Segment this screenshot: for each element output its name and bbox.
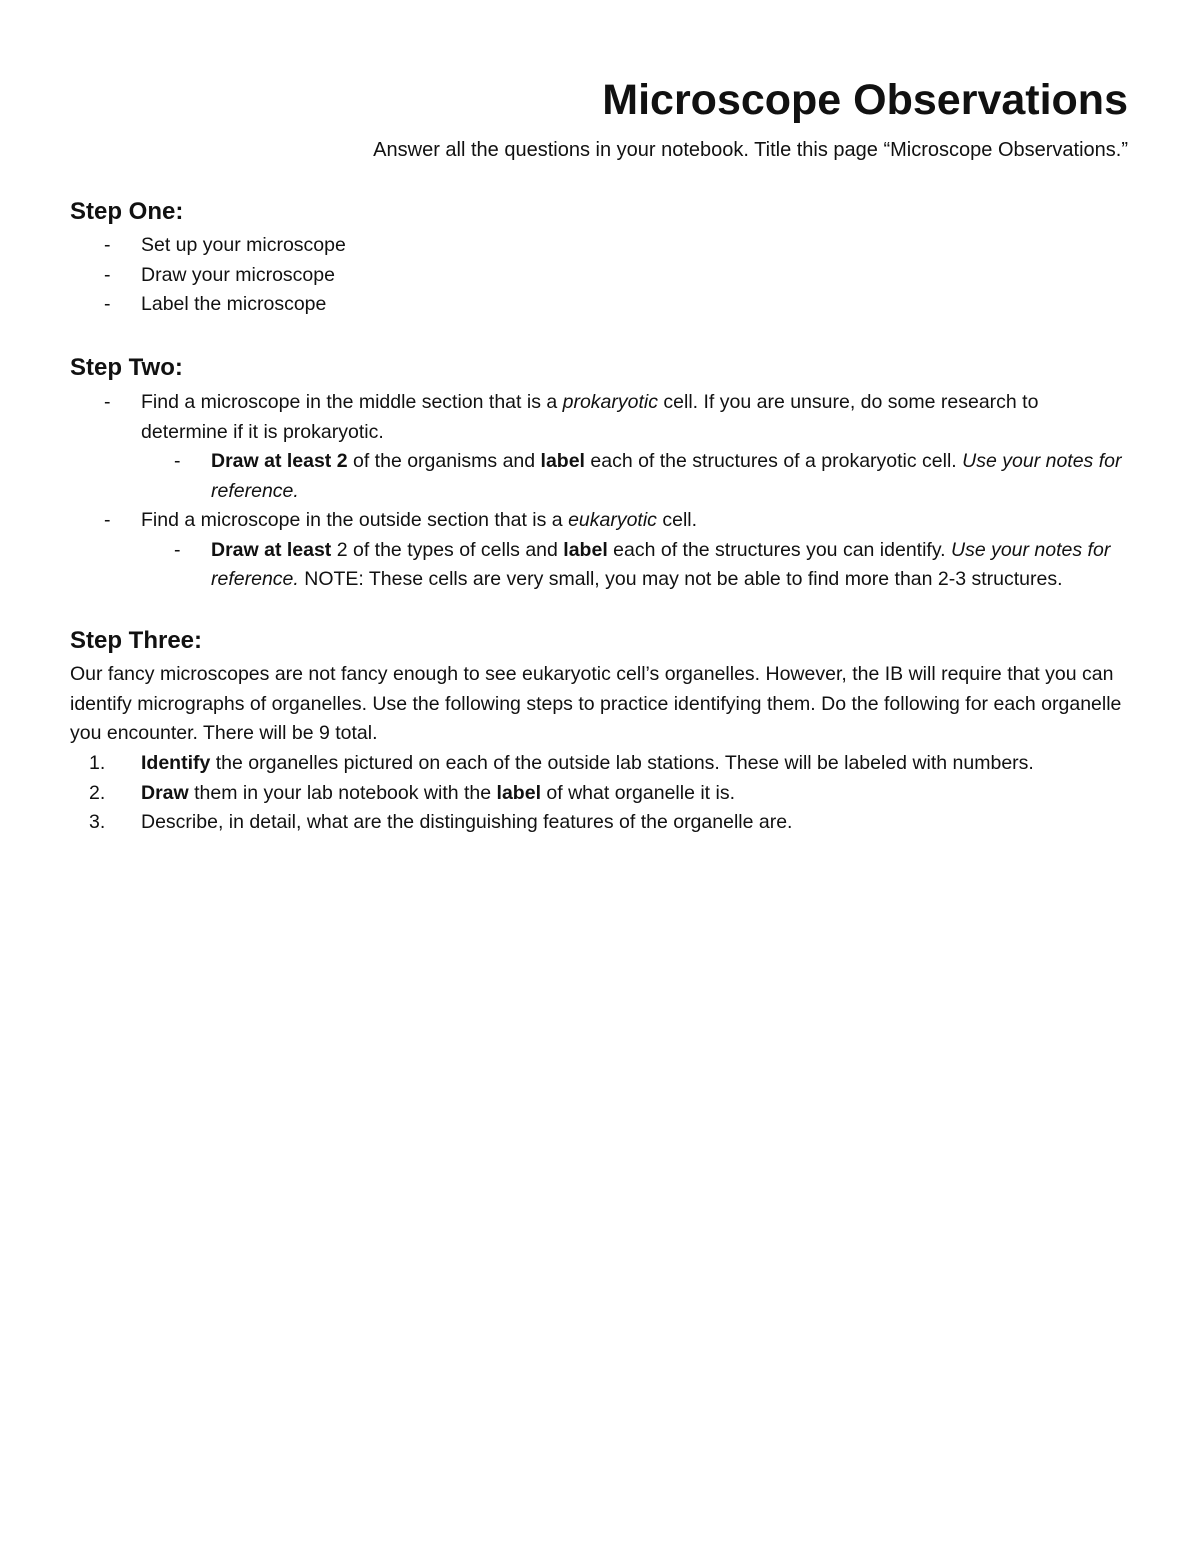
list-item-text: of the organisms and [347, 450, 541, 472]
list-item-text: them in your lab notebook with the [188, 781, 497, 804]
sub-list-item [0, 447, 1126, 506]
list-item [0, 261, 1126, 291]
page-title: Microscope Observations [602, 76, 1128, 124]
list-item-text: the organelles pictured on each of the outside lab stations. These will be labeled with numbers. [210, 752, 1034, 774]
bullet: - [104, 391, 111, 413]
bullet: - [104, 263, 111, 286]
list-item-text: Set up your microscope [141, 234, 346, 256]
item-number: 2. [89, 781, 106, 804]
numbered-item [0, 779, 1126, 809]
list-item-text: each of the structures you can identify. [607, 538, 951, 561]
numbered-item [0, 808, 1126, 838]
list-item [0, 506, 1126, 536]
numbered-item [0, 749, 1126, 779]
list-item [0, 231, 1126, 261]
emphasis-text: eukaryotic [568, 509, 657, 531]
list-item-text: Find a microscope in the outside section that is a [141, 509, 569, 531]
bullet: - [174, 538, 181, 561]
step-three-paragraph: Our fancy microscopes are not fancy enough to see eukaryotic cell’s organelles. However, the IB will require that you can identify micrographs of organelles. Use the following steps to practice identifying them. Do the following for each organelle you encounter. There will be 9 total. [70, 663, 1122, 744]
list-item-text: Describe, in detail, what are the distinguishing features of the organelle are. [141, 811, 793, 833]
emphasis-text: Use your notes for reference. [211, 450, 1122, 502]
bullet: - [174, 450, 181, 472]
list-item-text: cell. [656, 509, 698, 531]
bold-text: label [496, 781, 541, 804]
list-item-text: of what organelle it is. [540, 781, 736, 804]
step-two-heading: Step Two: [70, 354, 183, 381]
list-item-text: Label the microscope [141, 293, 327, 315]
bold-text: Draw at least [211, 538, 332, 561]
list-item-text: each of the structures of a prokaryotic cell. [584, 450, 963, 472]
emphasis-text: prokaryotic [562, 391, 658, 413]
intro-instructions: Answer all the questions in your notebook. Title this page “Microscope Observations.” [373, 139, 1128, 161]
item-number: 1. [89, 752, 106, 774]
sub-list-item [0, 536, 1126, 595]
list-item-text: cell. If you are unsure, do some research to determine if it is prokaryotic. [141, 391, 1039, 443]
bullet: - [104, 509, 111, 531]
step-three-list [0, 749, 1200, 838]
list-item-text: NOTE: These cells are very small, you may not be able to find more than 2-3 structures. [298, 568, 1063, 590]
emphasis-text: Use your notes for reference. [211, 538, 1111, 590]
list-item [0, 290, 1126, 320]
bullet: - [104, 234, 111, 256]
list-item-text: Find a microscope in the middle section that is a [141, 391, 563, 413]
step-one-list [0, 231, 1200, 320]
list-item-text: 2 of the types of cells and [331, 538, 564, 561]
step-two-list [0, 388, 1200, 595]
list-item-text: Draw your microscope [141, 263, 335, 286]
bold-text: Draw at least 2 [211, 450, 348, 472]
bold-text: label [540, 450, 585, 472]
bold-text: Identify [141, 752, 211, 774]
bold-text: label [563, 538, 608, 561]
list-item [0, 388, 1126, 447]
step-three-heading: Step Three: [70, 627, 203, 654]
step-one-heading: Step One: [70, 198, 184, 225]
bullet: - [104, 293, 111, 315]
bold-text: Draw [141, 781, 189, 804]
item-number: 3. [89, 811, 106, 833]
